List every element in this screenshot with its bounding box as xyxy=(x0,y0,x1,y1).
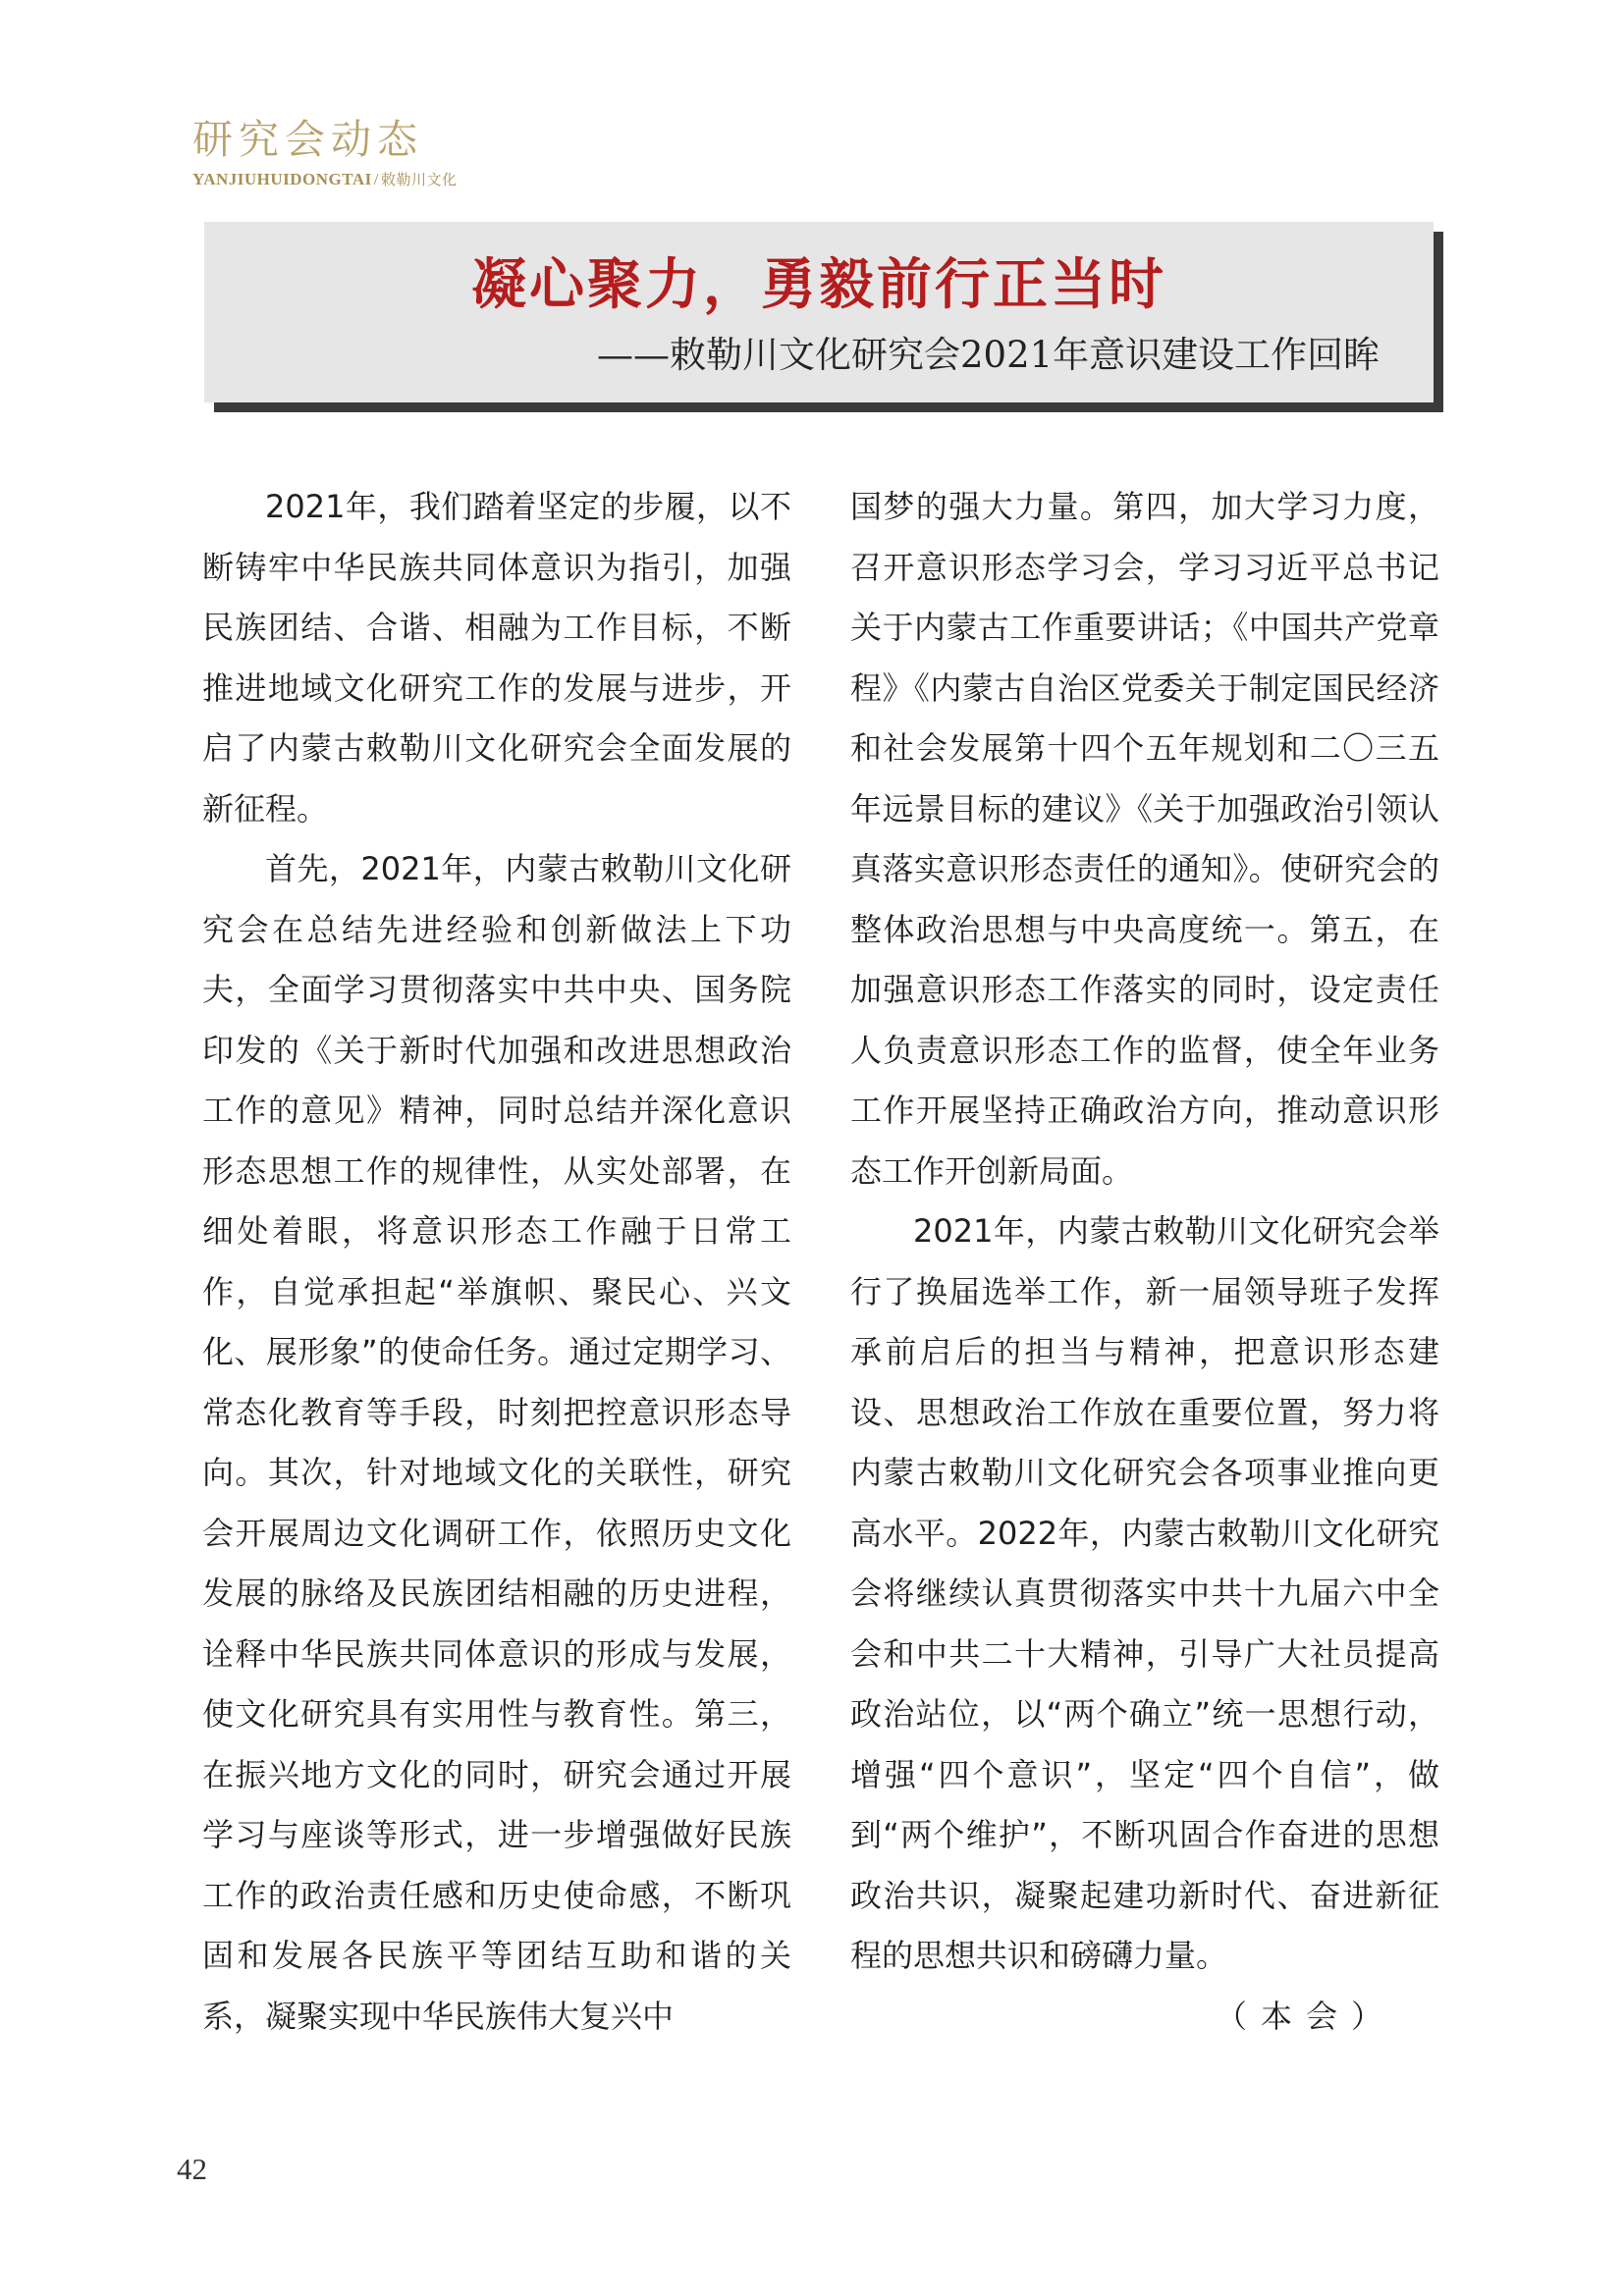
section-header xyxy=(192,114,458,189)
paragraph-intro: 2021年，我们踏着坚定的步履，以不断铸牢中华民族共同体意识为指引，加强民族团结、合谐、相融为工作目标，不断推进地域文化研究工作的发展与进步，开启了内蒙古敕勒川文化研究会全面发展的新征程。 xyxy=(202,488,791,828)
paragraph-outlook xyxy=(850,1201,1439,2035)
paragraph-work-summary-continued: 国梦的强大力量。第四，加大学习力度，召开意识形态学习会，学习习近平总书记关于内蒙古工作重要讲话；《中国共产党章程》《内蒙古自治区党委关于制定国民经济和社会发展第十四个五年规划和二〇三五年远景目标的建议》《关于加强政治引领认真落实意识形态责任的通知》。使研究会的整体政治思想与中央高度统一。第五，在加强意识形态工作落实的同时，设定责任人负责意识形态工作的监督，使全年业务工作开展坚持正确政治方向，推动意识形态工作开创新局面。 xyxy=(850,488,1439,1190)
left-column xyxy=(202,477,791,2047)
section-brand: 敕勒川文化 xyxy=(380,173,458,188)
paragraph-outlook-text: 2021年，内蒙古敕勒川文化研究会举行了换届选举工作，新一届领导班子发挥承前启后的担当与精神，把意识形态建设、思想政治工作放在重要位置，努力将内蒙古敕勒川文化研究会各项事业推向更高水平。2022年，内蒙古敕勒川文化研究会将继续认真贯彻落实中共十九届六中全会和中共二十大精神，引导广大社员提高政治站位，以“两个确立”统一思想行动，增强“四个意识”，坚定“四个自信”，做到“两个维护”，不断巩固合作奋进的思想政治共识，凝聚起建功新时代、奋进新征程的思想共识和磅礴力量。 xyxy=(850,1212,1439,1974)
article-signature: （本会） xyxy=(1215,1997,1396,2035)
paragraph-work-summary: 首先，2021年，内蒙古敕勒川文化研究会在总结先进经验和创新做法上下功夫，全面学习贯彻落实中共中央、国务院印发的《关于新时代加强和改进思想政治工作的意见》精神，同时总结并深化意识形态思想工作的规律性，从实处部署，在细处着眼，将意识形态工作融于日常工作，自觉承担起“举旗帜、聚民心、兴文化、展形象”的使命任务。通过定期学习、常态化教育等手段，时刻把控意识形态导向。其次，针对地域文化的关联性，研究会开展周边文化调研工作，依照历史文化发展的脉络及民族团结相融的历史进程，诠释中华民族共同体意识的形成与发展，使文化研究具有实用性与教育性。第三，在振兴地方文化的同时，研究会通过开展学习与座谈等形式，进一步增强做好民族工作的政治责任感和历史使命感，不断巩固和发展各民族平等团结互助和谐的关系，凝聚实现中华民族伟大复兴中 xyxy=(202,850,791,2035)
section-subtitle xyxy=(192,169,458,189)
article-title-box xyxy=(204,222,1434,402)
article-subtitle: ——敕勒川文化研究会2021年意识建设工作回眸 xyxy=(597,334,1380,376)
right-column xyxy=(850,477,1439,2047)
section-slash: / xyxy=(373,170,379,188)
article-title: 凝心聚力，勇毅前行正当时 xyxy=(471,253,1166,317)
page-number: 42 xyxy=(177,2152,207,2186)
section-pinyin: YANJIUHUIDONGTAI xyxy=(192,170,372,188)
section-title: 研究会动态 xyxy=(192,116,423,163)
